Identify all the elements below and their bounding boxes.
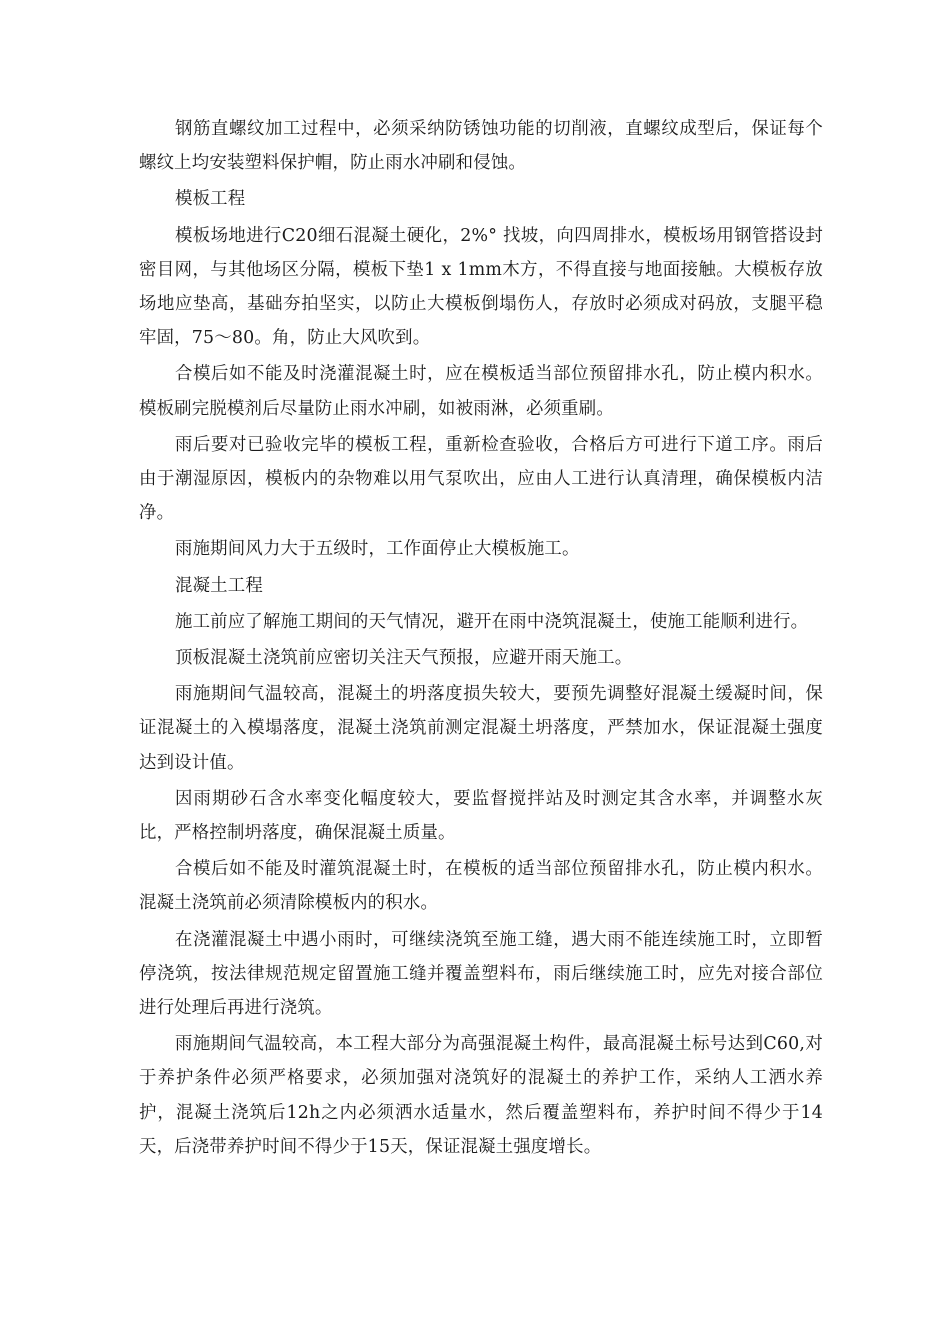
section-heading-concrete: 混凝土工程 — [175, 575, 263, 596]
paragraph-concrete-slump: 雨施期间气温较高，混凝土的坍落度损失较大，要预先调整好混凝土缓凝时间，保证混凝土的入模塌落度，混凝土浇筑前测定混凝土坍落度，严禁加水，保证混凝土强度达到设计值。 — [139, 684, 823, 773]
paragraph-concrete-moisture: 因雨期砂石含水率变化幅度较大，要监督搅拌站及时测定其含水率，并调整水灰比，严格控制坍落度，确保混凝土质量。 — [139, 788, 823, 844]
document-page — [139, 112, 823, 1166]
paragraph-rebar-thread: 钢筋直螺纹加工过程中，必须采纳防锈蚀功能的切削液，直螺纹成型后，保证每个螺纹上均安装塑料保护帽，防止雨水冲刷和侵蚀。 — [139, 119, 823, 174]
paragraph-concrete-rain-pouring: 在浇灌混凝土中遇小雨时，可继续浇筑至施工缝，遇大雨不能连续施工时，立即暂停浇筑，按法律规范规定留置施工缝并覆盖塑料布，雨后继续施工时，应先对接合部位进行处理后再进行浇筑。 — [139, 929, 823, 1019]
paragraph-concrete-curing: 雨施期间气温较高，本工程大部分为高强混凝土构件，最高混凝土标号达到C60,对于养护条件必须严格要求，必须加强对浇筑好的混凝土的养护工作，采纳人工洒水养护，混凝土浇筑后12h之内必须洒水适量水，然后覆盖塑料布，养护时间不得少于14天，后浇带养护时间不得少于15天，保证混凝土强度增长。 — [139, 1034, 823, 1157]
paragraph-concrete-drainage: 合模后如不能及时灌筑混凝土时，在模板的适当部位预留排水孔，防止模内积水。混凝土浇筑前必须清除模板内的积水。 — [139, 859, 823, 914]
paragraph-concrete-weather: 施工前应了解施工期间的天气情况，避开在雨中浇筑混凝土，使施工能顺利进行。 — [175, 611, 809, 632]
paragraph-formwork-inspection: 雨后要对已验收完毕的模板工程，重新检查验收，合格后方可进行下道工序。雨后由于潮湿原因，模板内的杂物难以用气泵吹出，应由人工进行认真清理，确保模板内洁净。 — [139, 434, 823, 524]
paragraph-formwork-drainage: 合模后如不能及时浇灌混凝土时，应在模板适当部位预留排水孔，防止模内积水。模板刷完脱模剂后尽量防止雨水冲刷，如被雨淋，必须重刷。 — [139, 364, 823, 419]
paragraph-concrete-forecast: 顶板混凝土浇筑前应密切关注天气预报，应避开雨天施工。 — [175, 648, 633, 669]
paragraph-formwork-yard: 模板场地进行C20细石混凝土硬化，2%° 找坡，向四周排水，模板场用钢管搭设封密目网，与其他场区分隔，模板下垫1 x 1mm木方，不得直接与地面接触。大模板存放场地应垫高，基础夯拍坚实，以防止大模板倒塌伤人，存放时必须成对码放，支腿平稳牢固，75〜80。角，防止大风吹到。 — [139, 225, 823, 349]
paragraph-formwork-wind: 雨施期间风力大于五级时，工作面停止大模板施工。 — [175, 539, 580, 560]
section-heading-formwork: 模板工程 — [175, 189, 246, 210]
